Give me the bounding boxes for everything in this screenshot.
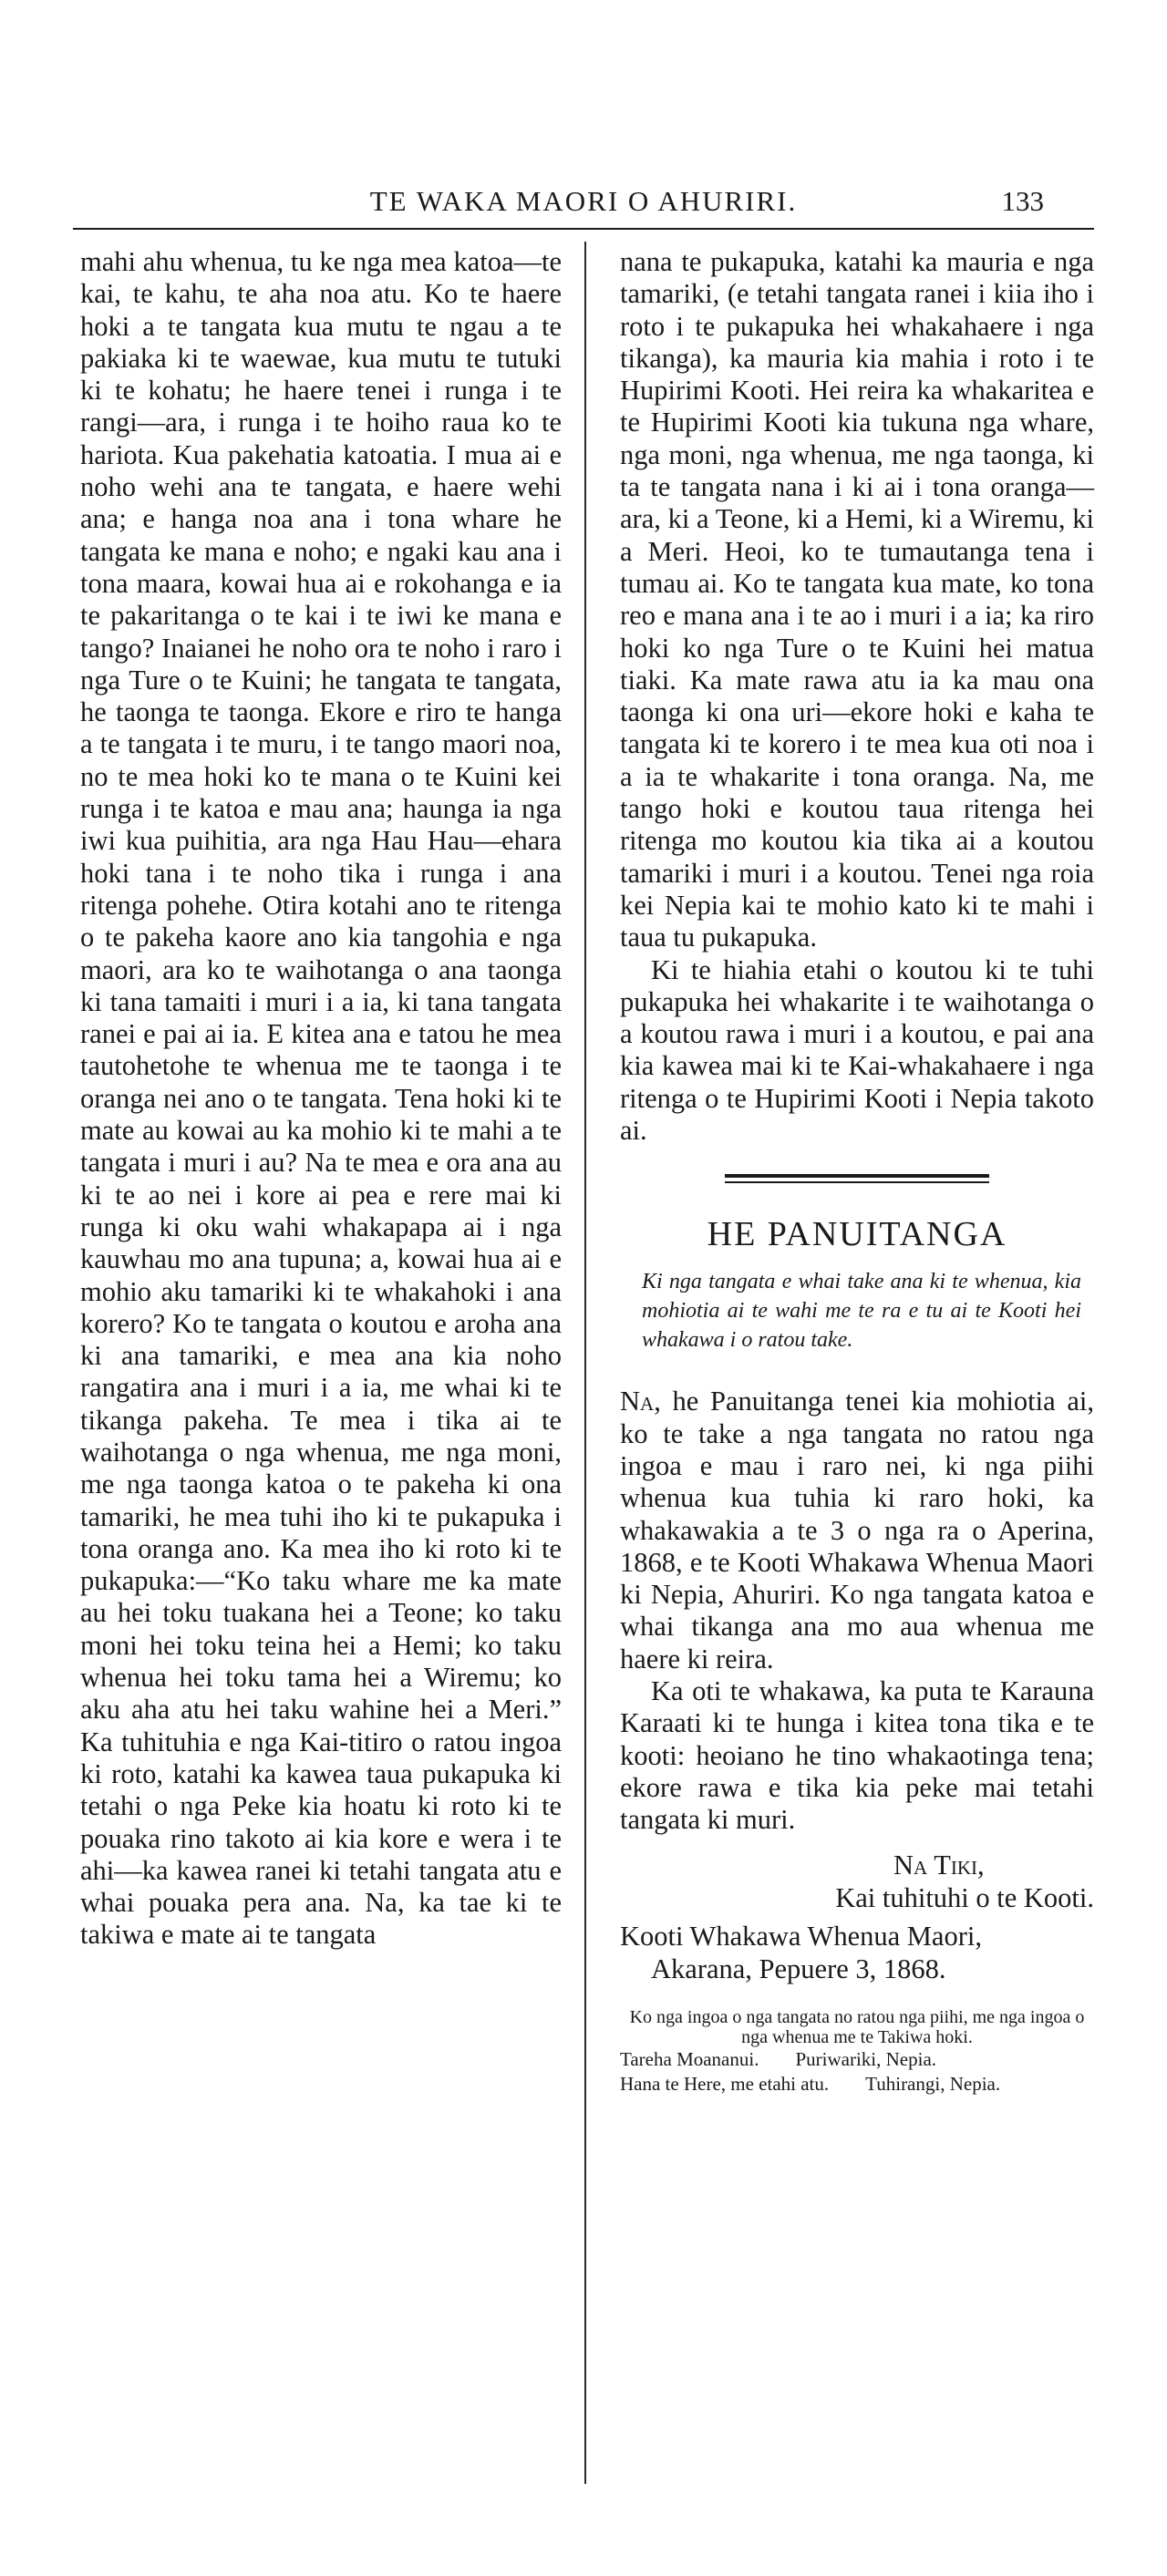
claim-entry bbox=[620, 2072, 1094, 2097]
left-column-text: mahi ahu whenua, tu ke nga mea katoa—te kai, te kahu, te aha noa atu. Ko te haere hoki a te tangata kua mutu te ngau a te pakiaka ki te waewae, kua mutu te tutuki ki te kohatu; he haere tenei i runga i te rangi—ara, i runga i te hoiho raua ko te hariota. Kua pakehatia katoatia. I mua ai e noho wehi ana te tangata, e haere wehi ana; e hanga noa ana i tona whare he tangata ke mana e noho; e ngaki kau ana i tona maara, kowai hua ai e rokohanga e ia te pakaritanga o te kai i te iwi ke mana e tango? Inaianei he noho ora te noho i raro i nga Ture o te Kuini; he tangata te tangata, he taonga te taonga. Ekore e riro te hanga a te tangata i te muru, i te tango maori noa, no te mea hoki ko te mana o te Kuini kei runga i te katoa e mau ana; haunga ia nga iwi kua puihitia, ara nga Hau Hau—ehara hoki tana i te noho tika i runga i ana ritenga pohehe. Otira kotahi ano te ritenga o te pakeha kaore ano kia tangohia e nga maori, ara ko te waihotanga o ana taonga ki tana tamaiti i muri i a ia, ki tana tangata ranei e pai ai ia. E kitea ana e tatou he mea tautohetohe te whenua me te taonga i te oranga nei ano o te tangata. Tena hoki ki te mate au kowai au ka mohio ki te mahi a te tangata i muri i au? Na te mea e ora ana au ki te ao nei i kore ai pea e rere mai ki runga ki oku wahi whakapapa ai i nga kauwhau mo ana tupuna; a, kowai hua ai e mohio aku tamariki ki te whakahoki i ana korero? Ko te tangata o koutou e aroha ana ki ana tamariki, e mea ana kia noho rangatira ana i muri i a ia, me whai ki te tikanga pakeha. Te mea i tika ai te waihotanga o nga whenua, me nga moni, me nga taonga katoa o te pakeha ki ona tamariki, he mea tuhi iho ki te pukapuka i tona oranga ano. Ka mea iho ki roto ki te pukapuka:—“Ko taku whare me ka mate au hei toku tuakana hei a Teone; ko taku moni hei toku teina hei a Hemi; ko taku whenua hei toku tama hei a Wiremu; ko aku aha atu hei taku wahine hei a Meri.” Ka tuhituhia e nga Kai-titiro o ratou ingoa ki roto, katahi ka kawea taua pukapuka ki tetahi o nga Peke kia hoatu ki roto ki te pouaka rino takoto ai kia kore e wera i te ahi—ka kawea ranei ki tetahi tangata atu e whai pouaka pera ana. Na, ka tae ki te takiwa e mate ai te tangata bbox=[80, 246, 562, 1951]
right-column-paragraph-2: Ki te hiahia etahi o koutou ki te tuhi pukapuka hei whakarite i te waihotanga o a koutou rawa i muri i a koutou, e pai ana kia kawea mai ki te Kai-whakahaere i nga ritenga o te Hupirimi Kooti i Nepia takoto ai. bbox=[620, 953, 1094, 1147]
claim-entry bbox=[620, 2047, 1094, 2072]
right-column bbox=[620, 246, 1094, 2097]
notice-body-1-text: he Panuitanga tenei kia mohiotia ai, ko te take a nga tangata no ratou nga ingoa e mau i raro nei, ki nga piihi whenua kua tuhia ki raro hoki, ka whakawakia a te 3 o nga ra o Aperina, 1868, e te Kooti Whakawa Whenua Maori ki Nepia, Ahuriri. Ko nga tangata katoa e whai tikanga ana mo aua whenua me haere ki reira. bbox=[620, 1386, 1094, 1674]
column-divider bbox=[584, 242, 586, 2484]
signature-name: Na Tiki, bbox=[893, 1850, 985, 1881]
running-title: TE WAKA MAORI O AHURIRI. bbox=[369, 185, 798, 217]
claim-place: Tuhirangi, Nepia. bbox=[865, 2073, 1001, 2096]
section-double-rule bbox=[725, 1174, 989, 1183]
notice-footnote: Ko nga ingoa o nga tangata no ratou nga piihi, me nga ingoa o nga whenua me te Takiwa hoki. bbox=[629, 2007, 1085, 2048]
signature-role: Kai tuhituhi o te Kooti. bbox=[835, 1882, 1094, 1914]
notice-lead: Na, bbox=[620, 1386, 661, 1417]
page-number: 133 bbox=[1001, 185, 1044, 217]
running-head bbox=[73, 178, 1094, 223]
header-rule bbox=[73, 228, 1094, 230]
notice-subtitle: Ki nga tangata e whai take ana ki te whenua, kia mohiotia ai te wahi me te ra e tu ai te Kooti hei whakawa i o ratou take. bbox=[642, 1270, 1081, 1353]
place-date: Akarana, Pepuere 3, 1868. bbox=[651, 1953, 946, 1985]
notice-title: HE PANUITANGA bbox=[707, 1215, 1007, 1254]
court-name: Kooti Whakawa Whenua Maori, bbox=[620, 1921, 982, 1953]
notice-body-1 bbox=[620, 1386, 1094, 1675]
claim-place: Puriwariki, Nepia. bbox=[795, 2048, 937, 2071]
left-column bbox=[80, 246, 562, 1952]
right-column-paragraph-1: nana te pukapuka, katahi ka mauria e nga tamariki, (e tetahi tangata ranei i kiia iho i roto i te pukapuka hei whakahaere i nga tikanga), ka mauria kia mahia i roto i te Hupirimi Kooti. Hei reira ka whakaritea e te Hupirimi Kooti kia tukuna nga whare, nga moni, nga whenua, me nga taonga, ki ta te tangata nana i ki ai i tona oranga—ara, ki a Teone, ki a Hemi, ki a Wiremu, ki a Meri. Heoi, ko te tumautanga tena i tumau ai. Ko te tangata kua mate, ko tona reo e mana ana i te ao i muri i a ia; ka riro hoki ko nga Ture o te Kuini hei matua tiaki. Ka mate rawa atu ia ka mau ona taonga ki ona uri—ekore hoki e kaha te tangata ki te korero i te mea kua oti noa i a ia te whakarite i tona oranga. Na, me tango hoki e koutou taua ritenga hei ritenga mo koutou kia tika ai a koutou tamariki i muri i a koutou. Tenei nga roia kei Nepia kai te mohio kato ki te mahi i taua tu pukapuka. bbox=[620, 246, 1094, 953]
claimant-name: Hana te Here, me etahi atu. bbox=[620, 2073, 830, 2096]
notice-body-2: Ka oti te whakawa, ka puta te Karauna Karaati ki te hunga i kitea tona tika e te kooti: heoiano he tino whakaotinga tena; ekore rawa e tika kia peke mai tetahi tangata ki muri. bbox=[620, 1674, 1094, 1836]
claimant-name: Tareha Moananui. bbox=[620, 2048, 759, 2071]
